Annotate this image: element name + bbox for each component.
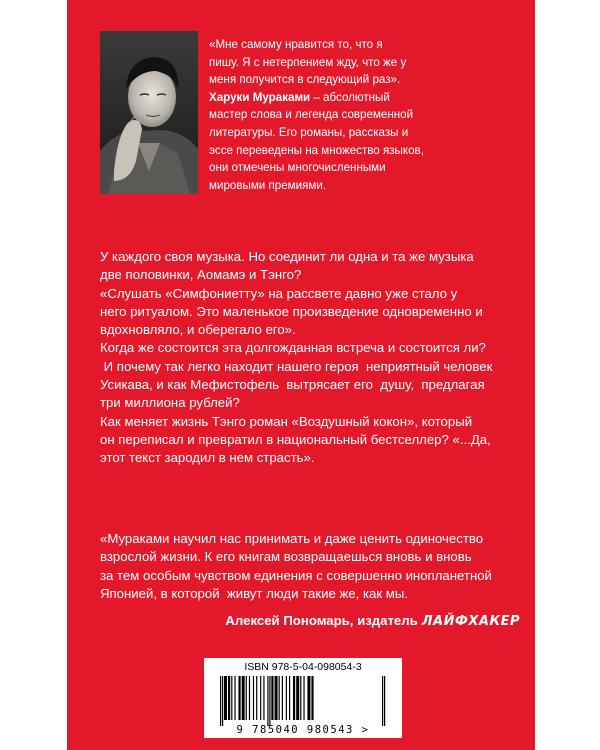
barcode-bar [300,676,301,720]
book-blurb [100,248,520,468]
barcode-bar [311,676,313,720]
blurb-line: Когда же состоится эта долгожданная встреча и состоится ли? [100,340,486,356]
ean13-barcode [218,676,390,726]
author-quote-line: они отмечены многочисленными [209,161,386,175]
barcode-bar [224,676,227,720]
barcode-bar [238,676,240,720]
review-line: взрослой жизни. К его книгам возвращаешься вновь и вновь [100,549,472,565]
author-quote-line: пишу. Я с нетерпением жду, что же у [209,55,407,69]
publisher-brand-logo: ЛАЙФХАКЕР [421,614,520,629]
blurb-line: он переписал и превратил в национальный бестселлер? «...Да, [100,431,491,447]
blurb-line: И почему так легко находит нашего героя неприятный человек [100,358,493,374]
barcode-bar [231,676,232,720]
reviewer-name: Алексей Пономарь, издатель [225,613,418,628]
author-quote-line: меня получится в следующий раз». [209,73,401,87]
barcode-bar [269,676,270,726]
barcode-bar [256,676,257,720]
barcode-bar [249,676,250,720]
blurb-line: две половинки, Аомамэ и Тэнго? [100,267,302,283]
barcode-bar [275,676,278,720]
blurb-line: Как меняет жизнь Тэнго роман «Воздушный кокон», который [100,413,473,429]
barcode-bar [220,676,221,726]
barcode-bar [253,676,254,720]
blurb-line: У каждого своя музыка. Но соединит ли одна и та же музыка [100,249,474,264]
barcode-bar [382,676,383,726]
blurb-line: Усикава, и как Мефистофель вытрясает его душу, предлагая [100,377,485,393]
blurb-line: три миллиона рублей? [100,395,240,411]
review-attribution [225,613,520,629]
barcode-bar [246,676,247,720]
review-quote [100,530,530,603]
barcode-bar [293,676,295,720]
barcode-bar [222,676,223,726]
author-quote-line: – абсолютный [313,90,390,104]
barcode-bar [303,676,304,720]
barcode-bar [286,676,287,720]
barcode-bar [384,676,385,726]
author-quote-line: мировыми премиями. [209,178,327,192]
barcode-bar [271,676,273,720]
author-quote-line: «Мне самому нравится то, что я [209,38,383,51]
barcode-panel [204,658,402,738]
author-name: Харуки Мураками [209,90,311,104]
author-portrait-photo [100,31,198,194]
author-quote-line: эссе переведены на множество языков, [209,143,424,157]
barcode-bar [289,676,290,720]
blurb-line: «Слушать «Симфониетту» на рассвете давно уже стало у [100,285,458,301]
book-back-cover [67,0,535,750]
barcode-bar [296,676,299,720]
barcode-bar [279,676,280,720]
barcode-bar [242,676,245,720]
blurb-line: этот текст зародил в нем страсть». [100,450,315,466]
barcode-bar [228,676,230,720]
author-quote-line: мастер слова и легенда современной [209,108,414,122]
author-photo [100,31,198,194]
barcode-digits: 9 785040 980543 > [236,724,370,736]
barcode-bar [234,676,235,720]
author-quote [209,36,529,194]
barcode-bar [260,676,261,720]
blurb-line: него ритуалом. Это маленькое произведение одновременно и [100,303,483,319]
review-line: «Мураками научил нас принимать и даже ценить одиночество [100,531,484,546]
barcode-bar [267,676,268,726]
review-line: Японией, в которой живут люди такие же, как мы. [100,585,408,601]
isbn-number: ISBN 978-5-04-098054-3 [244,661,362,673]
barcode-bar [307,676,310,720]
author-quote-line: литературы. Его романы, рассказы и [209,125,409,139]
author-name-line [209,89,529,107]
blurb-line: вдохновляло, и оберегало его». [100,322,296,338]
barcode-bar [282,676,283,720]
review-line: за тем особым чувством единения с совершенно инопланетной [100,567,492,583]
barcode-bar [263,676,264,720]
